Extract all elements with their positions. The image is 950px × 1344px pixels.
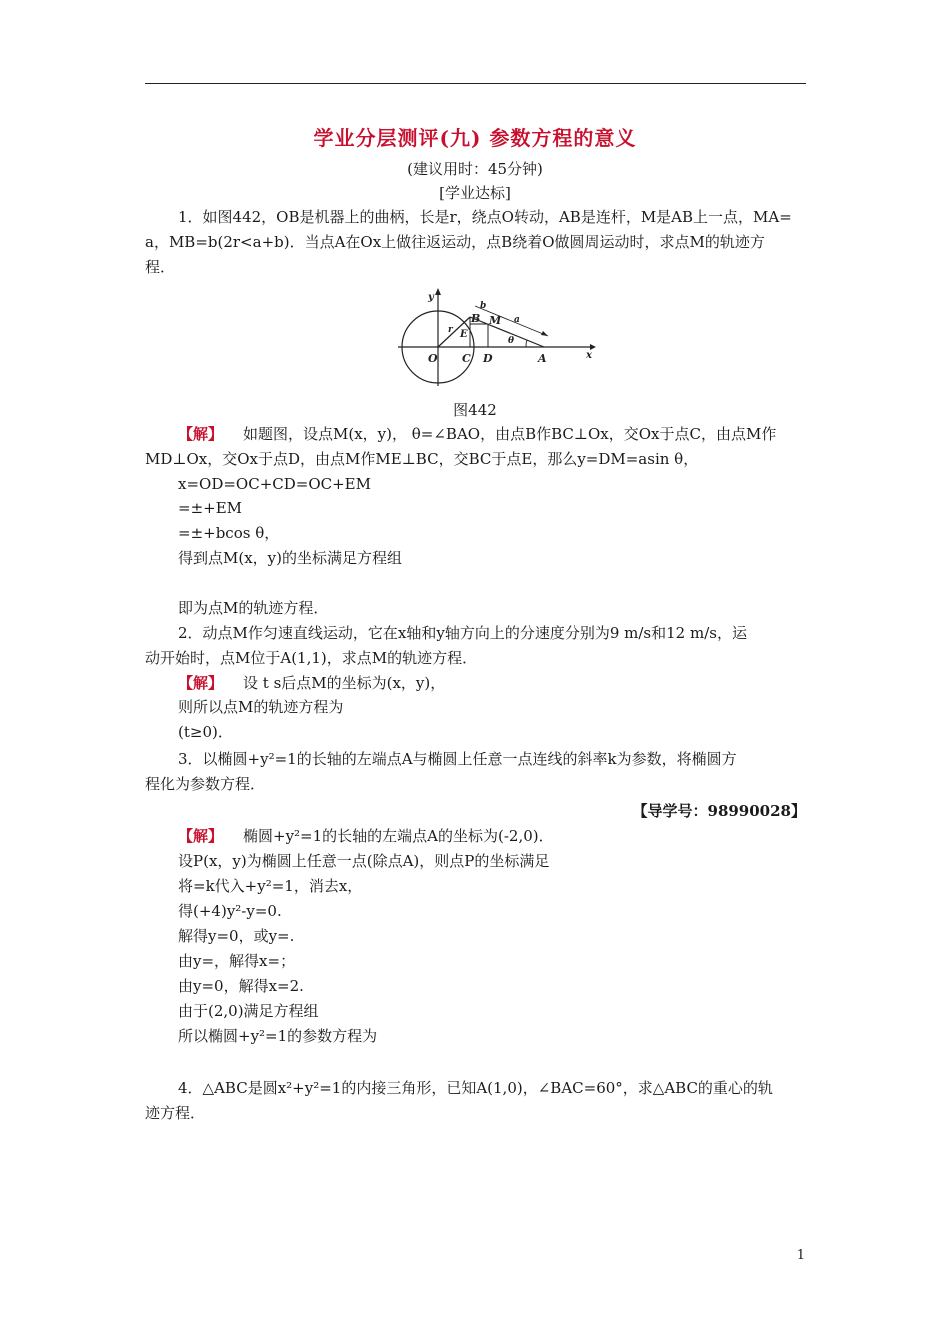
q2-line: 动开始时，点M位于A(1,1)，求点M的轨迹方程． bbox=[145, 649, 478, 667]
label-y: y bbox=[428, 292, 434, 303]
a3-line: 将=k代入+y²=1，消去x， bbox=[178, 877, 363, 895]
q1-line: 1．如图442，OB是机器上的曲柄，长是r，绕点O转动，AB是连杆，M是AB上一点，MA= bbox=[178, 208, 792, 226]
answer-tag: 【解】 bbox=[178, 674, 224, 692]
q2-line: 2．动点M作匀速直线运动，它在x轴和y轴方向上的分速度分别为9 m/s和12 m/s，运 bbox=[178, 624, 747, 642]
a3-line: 所以椭圆+y²=1的参数方程为 bbox=[178, 1027, 378, 1045]
label-m: M bbox=[489, 314, 502, 327]
q4-line: 4．△ABC是圆x²+y²=1的内接三角形，已知A(1,0)，∠BAC=60°，求△ABC的重心的轨 bbox=[178, 1079, 773, 1097]
figure-caption: 图442 bbox=[453, 401, 497, 419]
label-o: O bbox=[428, 352, 438, 365]
page-title: 学业分层测评(九) 参数方程的意义 bbox=[313, 126, 637, 150]
a1-line: MD⊥Ox，交Ox于点D，由点M作ME⊥BC，交BC于点E，那么y=DM=asin θ， bbox=[145, 450, 699, 468]
q3-line: 3．以椭圆+y²=1的长轴的左端点A与椭圆上任意一点连线的斜率k为参数，将椭圆方 bbox=[178, 750, 737, 768]
label-theta: θ bbox=[508, 336, 515, 346]
a3-line: 得(+4)y²-y=0. bbox=[178, 902, 282, 920]
a1-line: 如题图，设点M(x，y)， θ=∠BAO，由点B作BC⊥Ox，交Ox于点C，由点M作 bbox=[243, 425, 777, 443]
a3-line: 由y=0，解得x=2. bbox=[178, 977, 304, 995]
label-d: D bbox=[483, 352, 493, 365]
a3-line: 椭圆+y²=1的长轴的左端点A的坐标为(-2,0)． bbox=[243, 827, 554, 845]
q1-line: 程． bbox=[145, 258, 176, 276]
a3-line: 解得y=0，或y=. bbox=[178, 927, 295, 945]
header-rule bbox=[145, 83, 806, 84]
label-r: r bbox=[448, 325, 453, 335]
label-x: x bbox=[586, 350, 592, 361]
a3-line: 由y=，解得x=； bbox=[178, 952, 296, 970]
theta-arc bbox=[526, 340, 527, 347]
a1-line: x=OD=OC+CD=OC+EM bbox=[178, 475, 371, 493]
a1-line: =±+EM bbox=[178, 499, 243, 517]
section-heading: [学业达标] bbox=[439, 184, 511, 202]
a2-line: 设 t s后点M的坐标为(x，y)， bbox=[243, 674, 446, 692]
crank-figure bbox=[398, 286, 598, 388]
page-number: 1 bbox=[796, 1248, 805, 1263]
label-e: E bbox=[460, 329, 468, 340]
rod-ab bbox=[470, 317, 544, 347]
q3-line: 程化为参数方程． bbox=[145, 775, 266, 793]
q4-line: 迹方程． bbox=[145, 1104, 206, 1122]
label-a: A bbox=[538, 352, 547, 365]
y-axis-arrow bbox=[435, 288, 441, 295]
subtitle: (建议用时：45分钟) bbox=[407, 160, 543, 178]
a2-line: 则所以点M的轨迹方程为 bbox=[178, 698, 344, 716]
label-c: C bbox=[462, 352, 471, 365]
answer-tag: 【解】 bbox=[178, 425, 224, 443]
label-b-length: b bbox=[480, 301, 487, 311]
label-b: B bbox=[471, 312, 481, 325]
a2-line: (t≥0)． bbox=[178, 723, 233, 741]
a3-line: 由于(2,0)满足方程组 bbox=[178, 1002, 319, 1020]
label-a-length: a bbox=[514, 315, 520, 325]
guide-number: 【导学号：98990028】 bbox=[632, 802, 806, 820]
dimension-arrow bbox=[541, 331, 548, 336]
a1-line: =±+bcos θ， bbox=[178, 524, 280, 542]
a1-line: 得到点M(x，y)的坐标满足方程组 bbox=[178, 549, 402, 567]
a3-line: 设P(x，y)为椭圆上任意一点(除点A)，则点P的坐标满足 bbox=[178, 852, 550, 870]
q1-line: a，MB=b(2r<a+b)．当点A在Ox上做往返运动，点B绕着O做圆周运动时，求点M的轨迹方 bbox=[145, 233, 765, 251]
a1-line: 即为点M的轨迹方程． bbox=[178, 599, 329, 617]
answer-tag: 【解】 bbox=[178, 827, 224, 845]
